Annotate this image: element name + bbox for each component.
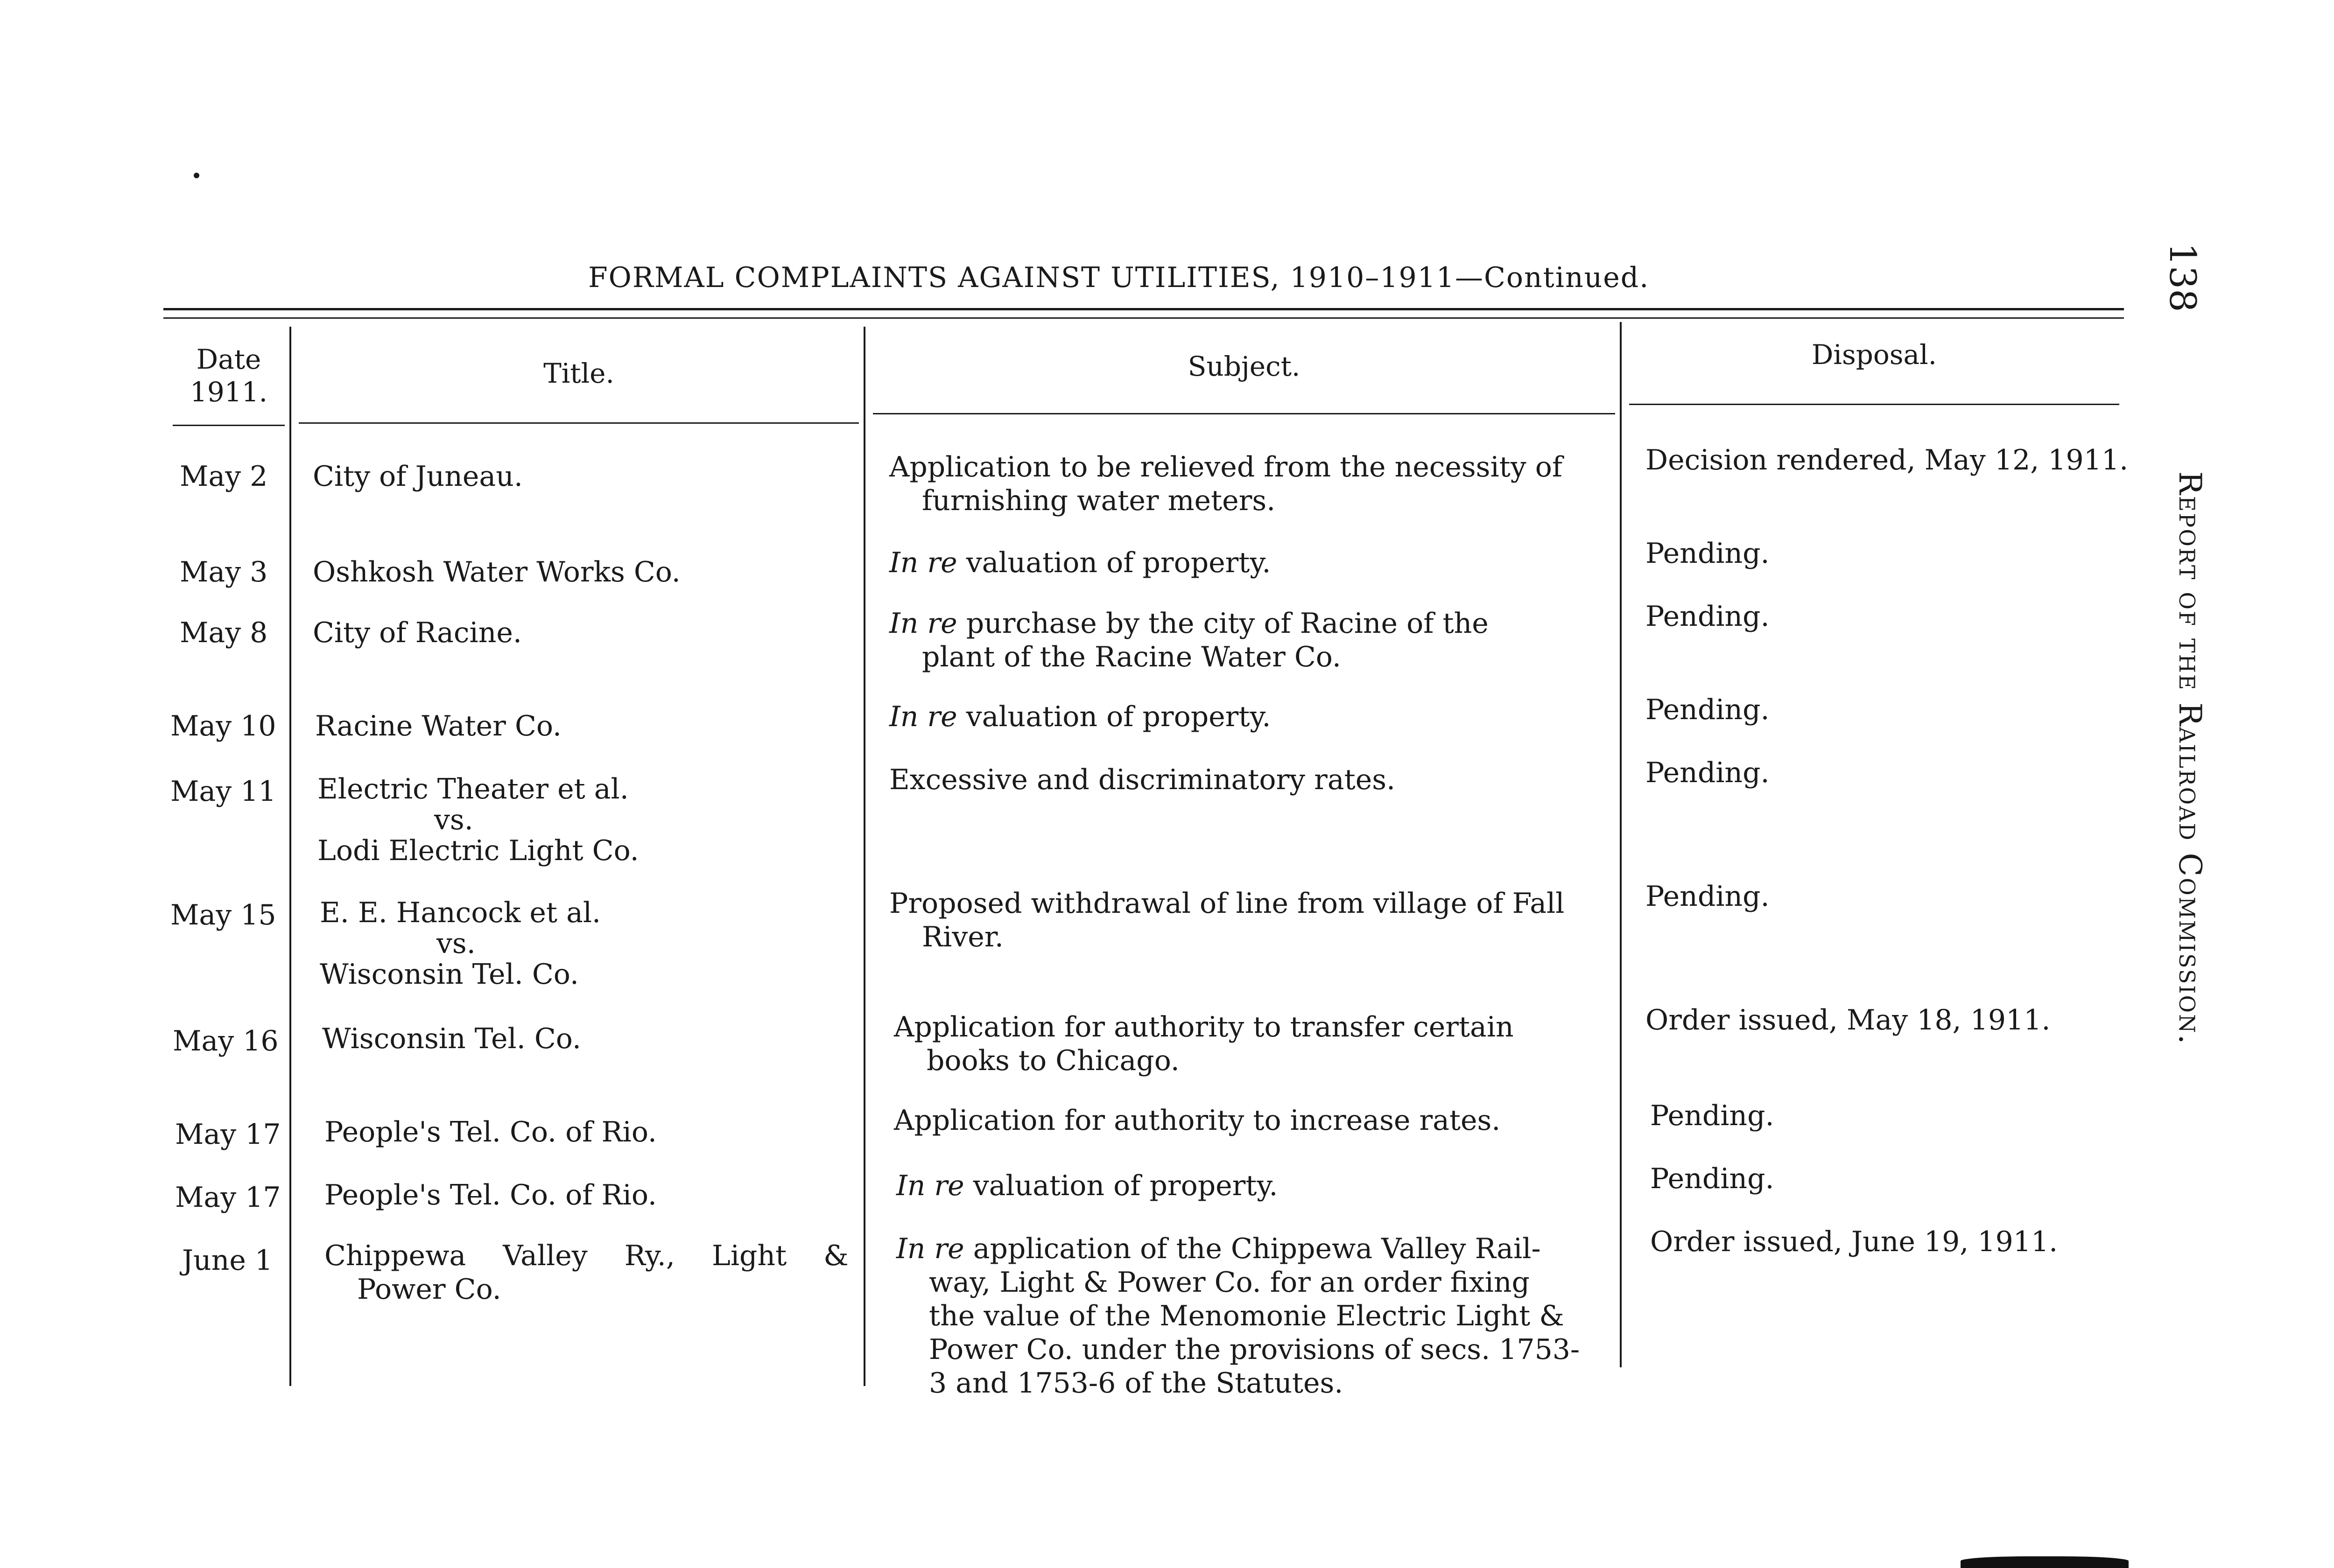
row-title: People's Tel. Co. of Rio. [324, 1116, 657, 1148]
row-date: May 15 [170, 899, 276, 931]
col-divider-2 [864, 327, 865, 1386]
title-line: Electric Theater et al. [317, 773, 629, 805]
title-line: Chippewa Valley Ry., Light & [324, 1239, 849, 1272]
subject-text: valuation of property. [973, 1169, 1278, 1202]
row-date: May 11 [170, 775, 276, 808]
row-subject [889, 700, 1271, 734]
title-vs: vs. [436, 927, 476, 960]
header-title: Title. [543, 357, 614, 389]
title-line: E. E. Hancock et al. [320, 896, 601, 929]
row-title [320, 896, 601, 991]
header-rule-date [173, 425, 285, 426]
row-title [317, 772, 639, 868]
subject-line: 3 and 1753-6 of the Statutes. [929, 1367, 1343, 1400]
row-subject [896, 1169, 1278, 1203]
subject-line: Application for authority to transfer certain [894, 1011, 1514, 1043]
subject-line: Application to be relieved from the necessity of [889, 451, 1563, 483]
subject-line: books to Chicago. [927, 1044, 1180, 1077]
col-divider-3 [1620, 322, 1622, 1367]
title-line: Power Co. [357, 1273, 501, 1306]
row-disposal: Pending. [1645, 600, 1770, 633]
row-disposal: Order issued, May 18, 1911. [1645, 1004, 2051, 1036]
row-subject [889, 450, 1617, 518]
row-disposal: Pending. [1650, 1099, 1774, 1132]
row-title: People's Tel. Co. of Rio. [324, 1179, 657, 1211]
row-title [324, 1239, 861, 1306]
row-disposal: Pending. [1645, 537, 1770, 570]
print-speck [194, 173, 199, 178]
header-rule-title [299, 422, 859, 424]
subject-line [889, 607, 1617, 640]
subject-in-re: In re [896, 1169, 964, 1202]
row-subject: Application for authority to increase rates. [894, 1104, 1501, 1137]
row-date: May 17 [175, 1118, 281, 1151]
row-date: May 3 [180, 556, 268, 588]
row-subject [894, 1010, 1622, 1078]
row-date: June 1 [182, 1244, 273, 1277]
row-date: May 17 [175, 1181, 281, 1214]
row-disposal: Order issued, June 19, 1911. [1650, 1225, 2058, 1258]
row-disposal: Pending. [1645, 756, 1770, 789]
page-number: 138 [2161, 243, 2203, 312]
row-disposal: Decision rendered, May 12, 1911. [1645, 444, 2129, 476]
row-disposal: Pending. [1650, 1162, 1774, 1195]
title-line: Lodi Electric Light Co. [317, 834, 639, 867]
header-disposal: Disposal. [1811, 339, 1937, 371]
subject-text: valuation of property. [966, 700, 1271, 733]
subject-in-re: In re [889, 546, 957, 579]
subject-line: plant of the Racine Water Co. [922, 641, 1341, 673]
header-subject: Subject. [1188, 350, 1301, 382]
row-subject [896, 1232, 1624, 1400]
running-title: Report of the Railroad Commission. [2172, 471, 2208, 1046]
subject-line: furnishing water meters. [922, 484, 1276, 517]
top-rule [163, 308, 2124, 310]
row-subject [889, 546, 1271, 580]
title-vs: vs. [434, 804, 473, 836]
subject-line: way, Light & Power Co. for an order fixing [929, 1266, 1530, 1299]
col-divider-1 [289, 327, 291, 1386]
header-date: Date 1911. [190, 343, 268, 408]
row-disposal: Pending. [1645, 880, 1770, 913]
table-heading: FORMAL COMPLAINTS AGAINST UTILITIES, 1910–1911—Continued. [588, 261, 1650, 294]
row-subject [889, 607, 1617, 674]
subject-in-re: In re [896, 1232, 964, 1265]
row-title: City of Racine. [313, 616, 522, 649]
subject-in-re: In re [889, 700, 957, 733]
subject-line [896, 1232, 1624, 1266]
subject-in-re: In re [889, 607, 957, 640]
top-rule-inner [163, 317, 2124, 319]
subject-text: valuation of property. [966, 546, 1271, 579]
row-date: May 8 [180, 616, 268, 649]
row-subject: Excessive and discriminatory rates. [889, 763, 1396, 796]
row-title: Oshkosh Water Works Co. [313, 556, 681, 588]
row-date: May 16 [173, 1025, 279, 1057]
row-date: May 2 [180, 460, 268, 493]
header-rule-disposal [1629, 404, 2119, 405]
subject-line: Power Co. under the provisions of secs. 1753- [929, 1333, 1580, 1366]
title-line: Wisconsin Tel. Co. [320, 958, 579, 991]
ink-smudge [1961, 1556, 2129, 1568]
subject-text: purchase by the city of Racine of the [966, 607, 1489, 640]
row-title: Wisconsin Tel. Co. [322, 1022, 581, 1055]
subject-line: River. [922, 921, 1004, 953]
subject-line: the value of the Menomonie Electric Light & [929, 1300, 1564, 1332]
row-title: City of Juneau. [313, 460, 523, 493]
header-rule-subject [873, 413, 1615, 414]
row-disposal: Pending. [1645, 693, 1770, 726]
row-date: May 10 [170, 710, 276, 742]
row-subject [889, 887, 1617, 954]
subject-line: Proposed withdrawal of line from village of Fall [889, 887, 1565, 920]
row-title: Racine Water Co. [315, 710, 562, 742]
subject-text: application of the Chippewa Valley Rail- [973, 1232, 1541, 1265]
